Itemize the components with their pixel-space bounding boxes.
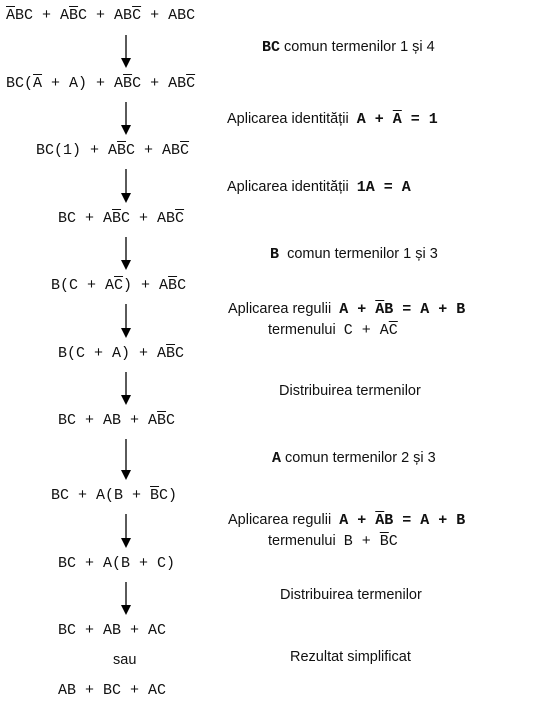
overlined-term: $\overline{C}$ xyxy=(175,210,185,227)
note-formula: A + xyxy=(356,111,393,128)
note-formula: A + xyxy=(339,512,376,529)
note-line xyxy=(290,649,411,665)
note-text: Rezultat simplificat xyxy=(290,649,411,665)
note-line xyxy=(227,111,438,128)
note-text: termenului xyxy=(268,322,344,338)
overlined-term: $\overline{B}$ xyxy=(150,487,160,504)
expr-step-3 xyxy=(36,142,189,159)
expr-term: C + AB xyxy=(78,7,133,24)
note-text: Distribuirea termenilor xyxy=(280,587,422,603)
expr-term: C + AB xyxy=(126,142,181,159)
note-text: Distribuirea termenilor xyxy=(279,383,421,399)
down-arrow-icon xyxy=(121,102,131,135)
expr-term: BC( xyxy=(6,75,34,92)
expr-term: B(C + A) + A xyxy=(58,345,167,362)
overlined-term: $\overline{A}$ xyxy=(33,75,43,92)
expr-term: B(C + A xyxy=(51,277,115,294)
note-text: termenului xyxy=(268,533,344,549)
note-formula: B = A + B xyxy=(384,301,466,318)
note-text: Aplicarea identității xyxy=(227,111,357,127)
note-line xyxy=(262,39,435,56)
expr-step-10 xyxy=(58,622,166,639)
expr-step-8 xyxy=(51,487,177,504)
note-line xyxy=(228,299,465,320)
expr-term: C + AB xyxy=(121,210,176,227)
down-arrow-icon xyxy=(121,372,131,405)
expr-term: BC + A xyxy=(58,210,113,227)
sau-label: sau xyxy=(113,652,137,668)
expr-step-2 xyxy=(6,75,195,92)
overlined-term: $\overline{C}$ xyxy=(186,75,196,92)
expr-term: BC + A(B + C) xyxy=(58,555,176,572)
note-formula: B xyxy=(270,246,280,263)
expr-term: C xyxy=(175,345,185,362)
down-arrow-icon xyxy=(121,304,131,338)
expr-step-6 xyxy=(58,345,184,362)
expr-term: BC + A xyxy=(15,7,70,24)
note-line xyxy=(228,510,465,531)
overlined-term: $\overline{B}$ xyxy=(112,210,122,227)
overlined-term: $\overline{B}$ xyxy=(168,277,178,294)
note-9 xyxy=(280,587,422,603)
down-arrow-icon xyxy=(121,237,131,270)
note-8 xyxy=(228,510,465,552)
note-6 xyxy=(279,383,421,399)
note-text: comun termenilor 1 și 4 xyxy=(280,39,435,55)
note-formula: A xyxy=(272,450,282,467)
note-formula: $\overline{A}$ xyxy=(375,512,385,529)
overlined-term: $\overline{C}$ xyxy=(180,142,190,159)
expr-term: BC + AB + AC xyxy=(58,622,167,639)
note-formula: C xyxy=(388,533,398,550)
expr-term: C xyxy=(166,412,176,429)
note-5 xyxy=(228,299,465,341)
note-formula: $\overline{A}$ xyxy=(392,111,402,128)
note-formula: $\overline{A}$ xyxy=(375,301,385,318)
expr-term: + A) + A xyxy=(42,75,124,92)
overlined-term: $\overline{B}$ xyxy=(157,412,167,429)
expr-step-7 xyxy=(58,412,175,429)
note-1 xyxy=(262,39,435,56)
note-formula: B = A + B xyxy=(384,512,466,529)
expr-term: BC(1) + A xyxy=(36,142,118,159)
down-arrow-icon xyxy=(121,439,131,480)
expr-term: + ABC xyxy=(141,7,196,24)
overlined-term: $\overline{C}$ xyxy=(114,277,124,294)
expr-term: C xyxy=(177,277,187,294)
note-formula: C + A xyxy=(343,322,389,339)
note-text: Aplicarea regulii xyxy=(228,301,340,317)
overlined-term: $\overline{B}$ xyxy=(166,345,176,362)
expr-step-9 xyxy=(58,555,175,572)
expr-term: ) + A xyxy=(123,277,169,294)
down-arrow-icon xyxy=(121,514,131,548)
note-7 xyxy=(272,450,436,467)
note-10 xyxy=(290,649,411,665)
note-formula: = 1 xyxy=(401,111,438,128)
note-formula: 1A = A xyxy=(356,179,411,196)
expr-step-5 xyxy=(51,277,186,294)
note-text: Aplicarea identității xyxy=(227,179,357,195)
note-formula: B + xyxy=(343,533,380,550)
expr-step-1 xyxy=(6,7,195,24)
expr-term: C) xyxy=(159,487,178,504)
note-line xyxy=(270,246,438,263)
note-3 xyxy=(227,179,411,196)
down-arrow-icon xyxy=(121,582,131,615)
note-line xyxy=(228,531,465,552)
note-line xyxy=(279,383,421,399)
down-arrow-icon xyxy=(121,35,131,68)
expr-term: BC + AB + A xyxy=(58,412,158,429)
note-formula: $\overline{C}$ xyxy=(388,322,398,339)
overlined-term: $\overline{B}$ xyxy=(69,7,79,24)
overlined-term: $\overline{B}$ xyxy=(117,142,127,159)
note-formula: A + xyxy=(339,301,376,318)
expr-term: C + AB xyxy=(132,75,187,92)
note-line xyxy=(280,587,422,603)
expr-term: BC + A(B + xyxy=(51,487,151,504)
note-text: Aplicarea regulii xyxy=(228,512,340,528)
note-line xyxy=(272,450,436,467)
overlined-term: $\overline{A}$ xyxy=(6,7,16,24)
note-formula: BC xyxy=(262,39,281,56)
overlined-term: $\overline{C}$ xyxy=(132,7,142,24)
expr-step-4 xyxy=(58,210,184,227)
final-expression: AB + BC + AC xyxy=(58,682,167,699)
note-2 xyxy=(227,111,438,128)
note-formula: $\overline{B}$ xyxy=(379,533,389,550)
note-line xyxy=(228,320,465,341)
note-line xyxy=(227,179,411,196)
note-text: comun termenilor 1 și 3 xyxy=(279,246,438,262)
down-arrow-icon xyxy=(121,169,131,203)
overlined-term: $\overline{B}$ xyxy=(123,75,133,92)
note-4 xyxy=(270,246,438,263)
note-text: comun termenilor 2 și 3 xyxy=(281,450,436,466)
